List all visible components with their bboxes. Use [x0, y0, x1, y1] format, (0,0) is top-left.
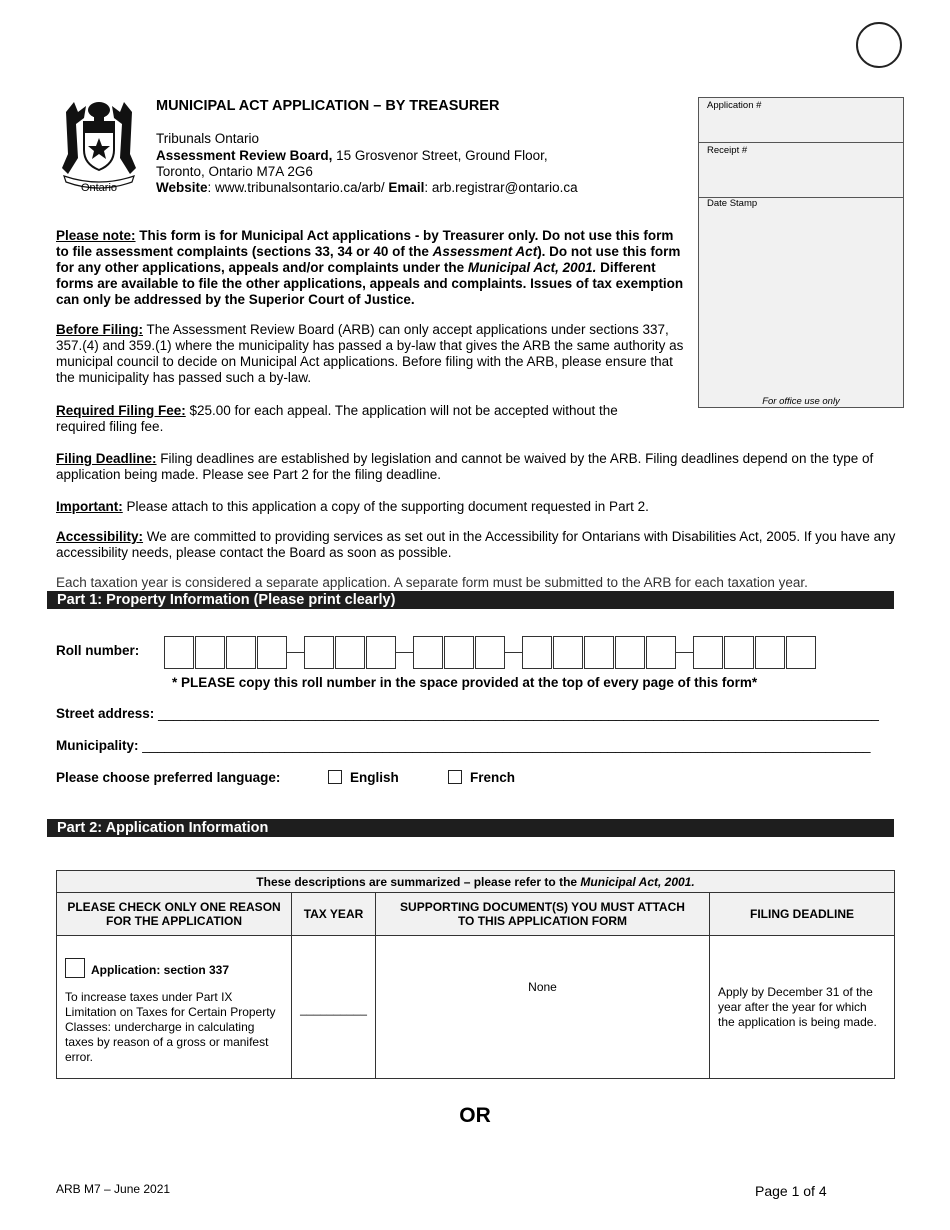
roll-separator: [396, 652, 413, 653]
roll-digit-box[interactable]: [304, 636, 334, 669]
col-docs-header: SUPPORTING DOCUMENT(S) YOU MUST ATTACH TO THIS APPLICATION FORM: [376, 893, 710, 936]
website-value: : www.tribunalsontario.ca/arb/: [207, 180, 389, 195]
roll-number-note: * PLEASE copy this roll number in the space provided at the top of every page of this form*: [172, 675, 758, 690]
filing-deadline-value: Apply by December 31 of the year after the year for which the application is being made.: [710, 936, 895, 1079]
accessibility-paragraph: Accessibility: We are committed to providing services as set out in the Accessibility for Ontarians with Disabilities Act, 2005. If you have any accessibility needs, please contact the Board as soon as possible.: [56, 529, 896, 560]
logo-caption: Ontario: [80, 182, 118, 194]
part1-heading: Part 1: Property Information (Please print clearly): [47, 591, 894, 609]
roll-digit-box[interactable]: [615, 636, 645, 669]
col-deadline-header: FILING DEADLINE: [710, 893, 895, 936]
section-337-checkbox[interactable]: [65, 958, 85, 978]
english-checkbox[interactable]: [328, 770, 342, 784]
municipality-row: [56, 738, 871, 753]
section-337-description: To increase taxes under Part IX Limitation on Taxes for Certain Property Classes: undercharge in calculating taxes by reason of a gross or manifest error.: [65, 990, 276, 1064]
section-337-title: Application: section 337: [91, 963, 230, 977]
form-title: MUNICIPAL ACT APPLICATION – BY TREASURER: [156, 98, 500, 114]
street-address-row: [56, 706, 879, 721]
language-label: Please choose preferred language:: [56, 770, 281, 785]
roll-digit-box[interactable]: [693, 636, 723, 669]
office-use-footer: For office use only: [762, 396, 840, 407]
tax-year-input[interactable]: __________: [292, 936, 376, 1079]
roll-separator: [505, 652, 522, 653]
roll-digit-box[interactable]: [366, 636, 396, 669]
city-line: Toronto, Ontario M7A 2G6: [156, 164, 313, 179]
board-address: [156, 148, 548, 163]
roll-digit-box[interactable]: [164, 636, 194, 669]
contact-line: [156, 180, 578, 195]
filing-deadline-paragraph: Filing Deadline: Filing deadlines are established by legislation and cannot be waived by the ARB. Filing deadlines depend on the type of application being made. Please see Part 2 for the filing deadline.: [56, 451, 874, 482]
roll-digit-box[interactable]: [786, 636, 816, 669]
roll-digit-box[interactable]: [724, 636, 754, 669]
roll-digit-box[interactable]: [584, 636, 614, 669]
french-option[interactable]: French: [448, 770, 515, 785]
org-name: Tribunals Ontario: [156, 131, 260, 146]
before-filing-paragraph: Before Filing: The Assessment Review Board (ARB) can only accept applications under sections 337, 357.(4) and 359.(1) where the municipality has passed a by-law that gives the ARB the same authority as municipal council to decide on Municipal Act applications. Before filing with the ARB, please ensure that the municipality has passed such a by-law.: [56, 322, 684, 385]
roll-digit-box[interactable]: [195, 636, 225, 669]
roll-digit-box[interactable]: [335, 636, 365, 669]
roll-digit-box[interactable]: [755, 636, 785, 669]
email-label: Email: [388, 180, 425, 195]
part2-heading: Part 2: Application Information: [47, 819, 894, 837]
table-row-reason: [57, 936, 292, 1079]
roll-separator: [287, 652, 304, 653]
roll-digit-box[interactable]: [475, 636, 505, 669]
table-summary-note: These descriptions are summarized – please refer to the Municipal Act, 2001.: [57, 871, 895, 893]
english-option[interactable]: English: [328, 770, 399, 785]
form-id: ARB M7 – June 2021: [56, 1182, 171, 1196]
roll-digit-box[interactable]: [553, 636, 583, 669]
roll-digit-box[interactable]: [444, 636, 474, 669]
roll-number-label: Roll number:: [56, 643, 140, 658]
col-tax-year-header: TAX YEAR: [292, 893, 376, 936]
supporting-docs-value: None: [376, 936, 710, 1079]
application-table: [56, 870, 895, 1079]
application-number-field: Application #: [699, 98, 903, 143]
page-number: Page 1 of 4: [755, 1183, 827, 1199]
corner-circle: [856, 22, 902, 68]
filing-fee-paragraph: Required Filing Fee: $25.00 for each appeal. The application will not be accepted without the required filing fee.: [56, 403, 618, 434]
board-name: Assessment Review Board,: [156, 148, 333, 163]
website-label: Website: [156, 180, 208, 195]
roll-separator: [676, 652, 693, 653]
roll-digit-box[interactable]: [257, 636, 287, 669]
french-checkbox[interactable]: [448, 770, 462, 784]
roll-digit-box[interactable]: [646, 636, 676, 669]
board-street: 15 Grosvenor Street, Ground Floor,: [332, 148, 548, 163]
municipality-label: Municipality:: [56, 738, 139, 753]
col-reason-header: PLEASE CHECK ONLY ONE REASON FOR THE APPLICATION: [57, 893, 292, 936]
please-note-paragraph: Please note: This form is for Municipal Act applications - by Treasurer only. Do not use this form to file assessment complaints (sections 33, 34 or 40 of the Assessment Act). Do not use this form for any other applications, appeals and/or complaints under the Municipal Act, 2001. Different forms are available to file the other applications, appeals and complaints. Issues of tax exemption can only be addressed by the Superior Court of Justice.: [56, 228, 684, 307]
important-paragraph: Important: Please attach to this application a copy of the supporting document requested in Part 2.: [56, 499, 649, 514]
roll-digit-box[interactable]: [413, 636, 443, 669]
roll-digit-box[interactable]: [226, 636, 256, 669]
street-address-label: Street address:: [56, 706, 155, 721]
municipality-input[interactable]: _________________________________________________________________________________________________: [142, 738, 871, 753]
or-separator: OR: [459, 1104, 491, 1127]
roll-digit-box[interactable]: [522, 636, 552, 669]
date-stamp-label: Date Stamp: [707, 198, 758, 209]
street-address-input[interactable]: ________________________________________________________________________________________________: [158, 706, 879, 721]
taxation-year-note: Each taxation year is considered a separate application. A separate form must be submitted to the ARB for each taxation year.: [56, 575, 808, 590]
email-value: : arb.registrar@ontario.ca: [424, 180, 578, 195]
office-use-box: [698, 97, 904, 408]
receipt-number-field: Receipt #: [699, 143, 903, 198]
